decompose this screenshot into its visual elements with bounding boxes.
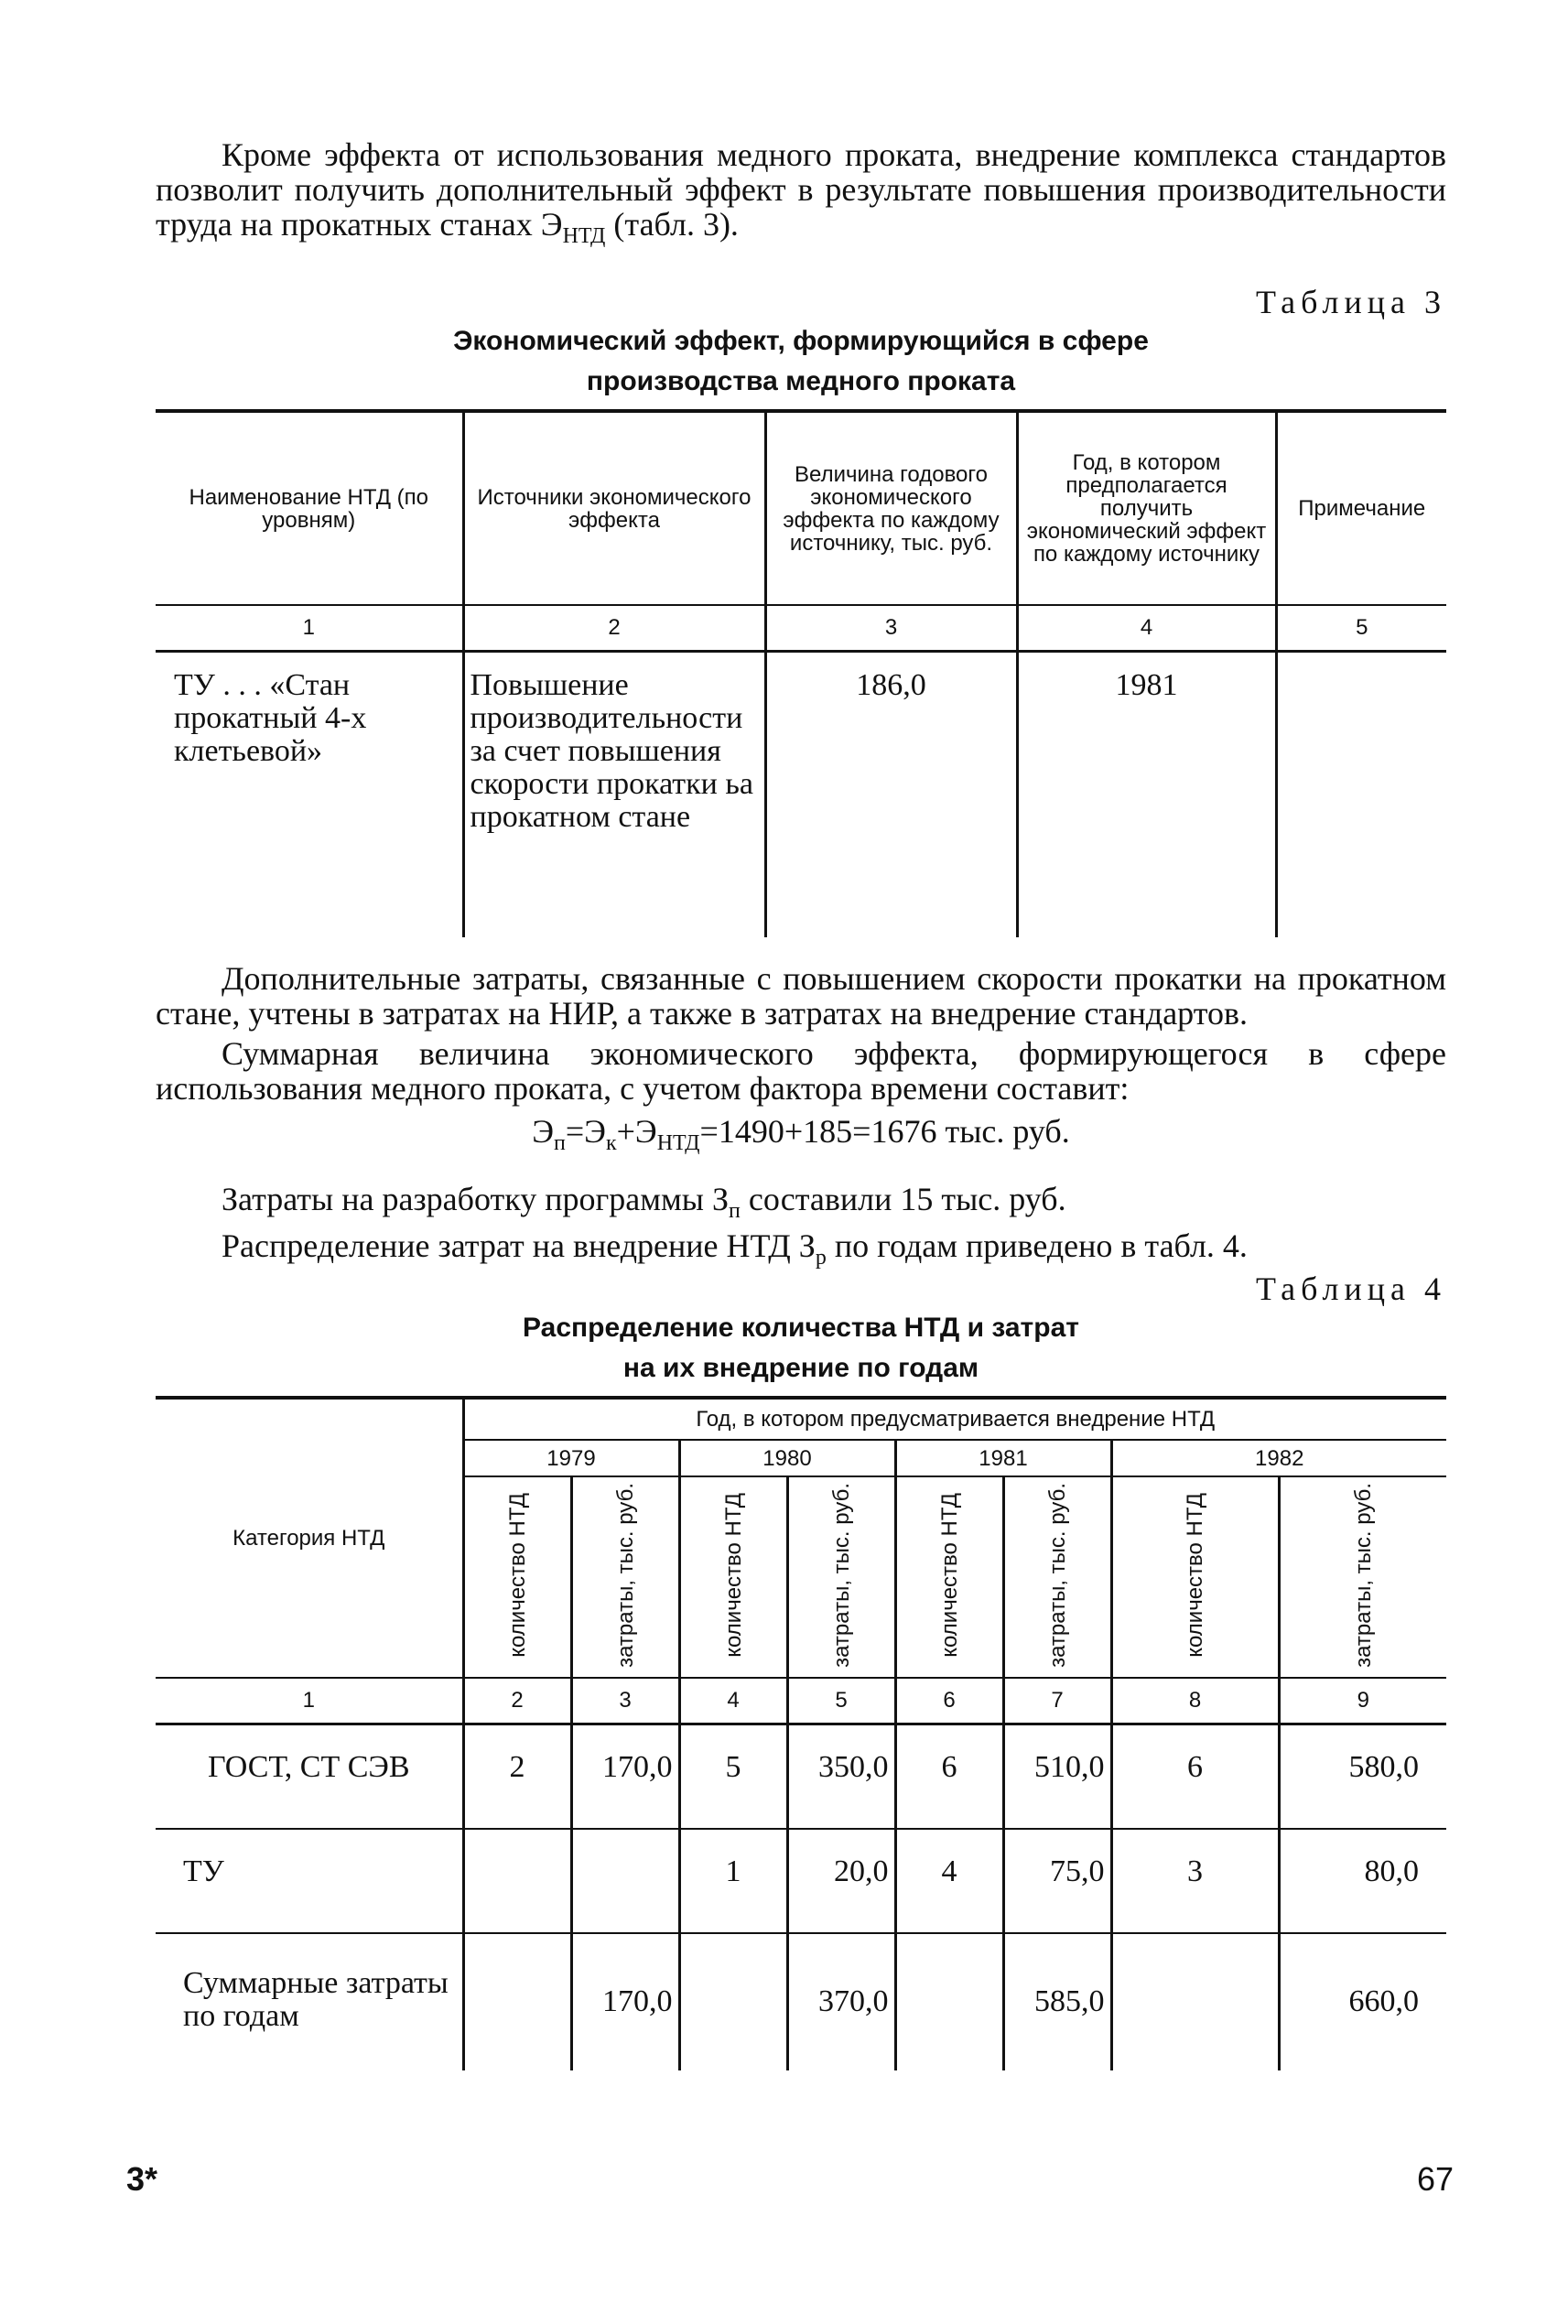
t4-cell: 370,0 bbox=[787, 1933, 895, 2070]
table-row bbox=[156, 1724, 1446, 1829]
t4-num: 9 bbox=[1279, 1678, 1446, 1724]
t4-sub-count: количество НТД bbox=[720, 1492, 746, 1658]
t4-sub-cost: затраты, тыс. руб. bbox=[612, 1482, 638, 1668]
t4-sub-count: количество НТД bbox=[1183, 1492, 1207, 1658]
t4-num: 2 bbox=[463, 1678, 571, 1724]
t4-row-category: Суммарные затраты по годам bbox=[156, 1933, 463, 2070]
paragraph-additional-costs: Дополнительные затраты, связанные с повышением скорости прокатки на прокатном стане, учтены в затратах на НИР, а также в затратах на внедрение стандартов. bbox=[156, 959, 1446, 1032]
t4-cell: 580,0 bbox=[1279, 1724, 1446, 1829]
table4-group-row bbox=[156, 1400, 1446, 1440]
t4-cell: 6 bbox=[1111, 1724, 1279, 1829]
t4-cell: 80,0 bbox=[1279, 1829, 1446, 1933]
page-content bbox=[156, 137, 1446, 2070]
t3-header-name: Наименование НТД (по уровням) bbox=[189, 484, 428, 533]
t4-header-group: Год, в котором предусматривается внедрение НТД bbox=[463, 1400, 1446, 1440]
table3-title: Экономический эффект, формирующийся в сфере производства медного проката bbox=[453, 326, 1149, 397]
page-footer bbox=[126, 2160, 1454, 2199]
t4-num: 4 bbox=[679, 1678, 787, 1724]
table3 bbox=[156, 413, 1446, 937]
t3-row-note bbox=[1276, 652, 1446, 937]
t3-num: 2 bbox=[463, 605, 765, 652]
table3-header-row bbox=[156, 413, 1446, 605]
t4-num: 6 bbox=[895, 1678, 1003, 1724]
t4-cell: 6 bbox=[895, 1724, 1003, 1829]
t3-num: 4 bbox=[1017, 605, 1276, 652]
table4-label: Таблица 4 bbox=[1256, 1270, 1446, 1308]
signature-mark: 3* bbox=[126, 2160, 158, 2198]
t4-year-1981: 1981 bbox=[895, 1440, 1111, 1476]
paragraph-program-costs: Затраты на разработку программы $З_п$ составили 15 тыс. руб. bbox=[222, 1180, 1066, 1224]
t4-cell: 510,0 bbox=[1003, 1724, 1111, 1829]
t4-cell bbox=[463, 1933, 571, 2070]
t4-cell: 585,0 bbox=[1003, 1933, 1111, 2070]
t3-row-year: 1981 bbox=[1017, 652, 1276, 937]
t4-num: 5 bbox=[787, 1678, 895, 1724]
t4-cell: 170,0 bbox=[571, 1933, 679, 2070]
table4-number-row bbox=[156, 1678, 1446, 1724]
t4-cell: 170,0 bbox=[571, 1724, 679, 1829]
t3-num: 5 bbox=[1276, 605, 1446, 652]
t4-cell: 2 bbox=[463, 1724, 571, 1829]
paragraph-distribution: Распределение затрат на внедрение НТД $З_р$ по годам приведено в табл. 4. bbox=[222, 1227, 1248, 1270]
t4-cell: 4 bbox=[895, 1829, 1003, 1933]
t3-row-name: ТУ . . . «Стан прокатный 4-х клетьевой» bbox=[174, 668, 367, 769]
t4-cell: 1 bbox=[679, 1829, 787, 1933]
t3-header-year: Год, в котором предполагается получить экономический эффект по каждому источнику bbox=[1017, 413, 1276, 605]
t4-cell: 5 bbox=[679, 1724, 787, 1829]
t4-num: 3 bbox=[571, 1678, 679, 1724]
t4-cell: 3 bbox=[1111, 1829, 1279, 1933]
page-number: 67 bbox=[1416, 2160, 1454, 2198]
t3-header-note: Примечание bbox=[1276, 413, 1446, 605]
t4-cell bbox=[463, 1829, 571, 1933]
t4-cell: 20,0 bbox=[787, 1829, 895, 1933]
t3-num: 1 bbox=[156, 605, 463, 652]
t3-row-value: 186,0 bbox=[765, 652, 1017, 937]
t3-header-value: Величина годового экономического эффекта по каждому источнику, тыс. руб. bbox=[765, 413, 1017, 605]
t3-header-source: Источники экономического эффекта bbox=[463, 413, 765, 605]
table3-row bbox=[156, 652, 1446, 937]
table-row bbox=[156, 1829, 1446, 1933]
table4 bbox=[156, 1400, 1446, 2070]
t4-cell bbox=[1111, 1933, 1279, 2070]
paragraph-total-effect: Суммарная величина экономического эффекта, формирующегося в сфере использования медного проката, с учетом фактора времени составит: bbox=[156, 1034, 1446, 1107]
t4-cell bbox=[571, 1829, 679, 1933]
t4-year-1980: 1980 bbox=[679, 1440, 895, 1476]
t4-cell: 75,0 bbox=[1003, 1829, 1111, 1933]
t4-cell: 660,0 bbox=[1279, 1933, 1446, 2070]
table-row bbox=[156, 1933, 1446, 2070]
t3-num: 3 bbox=[765, 605, 1017, 652]
t3-row-source: Повышение производительности за счет повышения скорости прокатки ьа прокатном стане bbox=[463, 652, 765, 937]
t4-year-1979: 1979 bbox=[463, 1440, 679, 1476]
table3-label: Таблица 3 bbox=[1256, 284, 1446, 321]
t4-cell bbox=[679, 1933, 787, 2070]
t4-num: 1 bbox=[156, 1678, 463, 1724]
table4-title: Распределение количества НТД и затрат на их внедрение по годам bbox=[523, 1313, 1079, 1384]
t4-num: 7 bbox=[1003, 1678, 1111, 1724]
intro-paragraph: Кроме эффекта от использования медного проката, внедрение комплекса стандартов позволит получить дополнительный эффект в результате повышения производительности труда на прокатных станах $Э_{НТД}$ (табл. 3). bbox=[156, 136, 1446, 249]
formula: $Э_п=Э_к+Э_{НТД}=1490+185=1676$ тыс. руб. bbox=[532, 1112, 1070, 1155]
t4-sub-cost: затраты, тыс. руб. bbox=[1350, 1482, 1376, 1668]
t4-sub-count: количество НТД bbox=[504, 1492, 530, 1658]
t4-header-category: Категория НТД bbox=[232, 1526, 385, 1551]
t4-cell bbox=[895, 1933, 1003, 2070]
t4-sub-cost: затраты, тыс. руб. bbox=[1044, 1482, 1070, 1668]
t4-row-category: ТУ bbox=[156, 1829, 463, 1933]
t4-cell: 350,0 bbox=[787, 1724, 895, 1829]
table3-number-row bbox=[156, 605, 1446, 652]
t4-sub-count: количество НТД bbox=[936, 1492, 962, 1658]
t4-row-category: ГОСТ, СТ СЭВ bbox=[207, 1750, 410, 1785]
t4-num: 8 bbox=[1111, 1678, 1279, 1724]
t4-sub-cost: затраты, тыс. руб. bbox=[828, 1482, 854, 1668]
t4-year-1982: 1982 bbox=[1111, 1440, 1446, 1476]
